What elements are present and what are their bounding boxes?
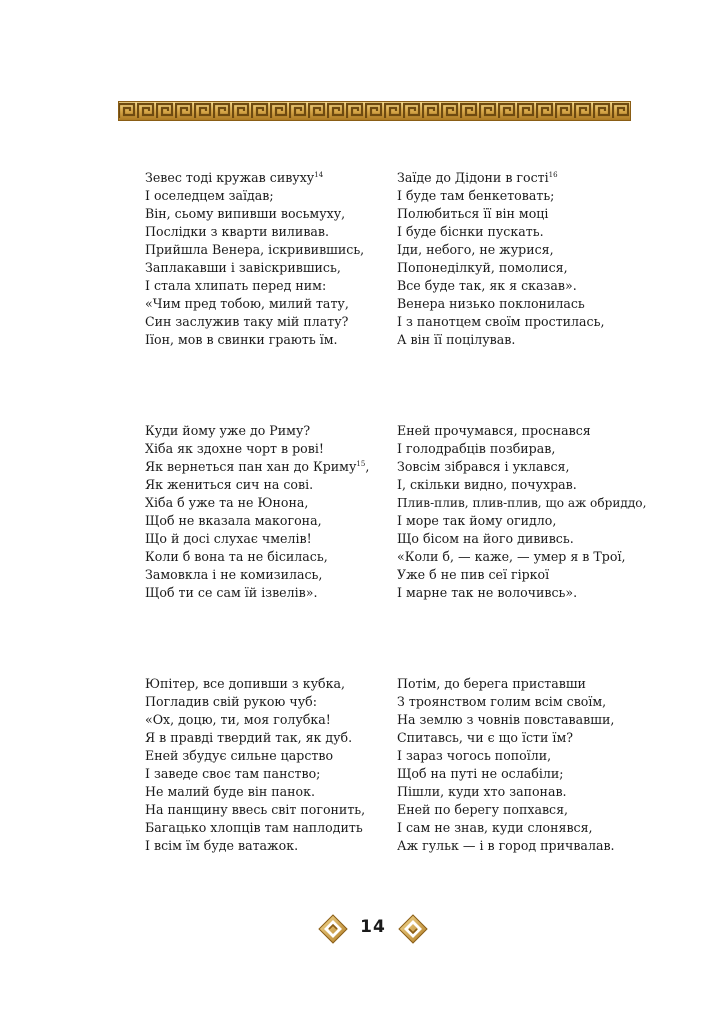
verse-line: Щоб на путі не ослабіли; xyxy=(397,766,564,782)
verse-line: А він її поцілував. xyxy=(397,332,516,348)
verse-line: Замовкла і не комизилась, xyxy=(145,567,323,583)
verse-line: «Коли б, — каже, — умер я в Трої, xyxy=(397,549,626,565)
verse-line: Іїон, мов в свинки грають їм. xyxy=(145,332,338,348)
verse-line: І буде там бенкетовать; xyxy=(397,188,555,204)
verse-line: І, скільки видно, почухрав. xyxy=(397,477,577,493)
verse-line: І зараз чогось попоїли, xyxy=(397,748,552,764)
verse-line: І море так йому огидло, xyxy=(397,513,557,529)
stanza-2 xyxy=(397,169,604,349)
verse-line: Іди, небого, не журися, xyxy=(397,242,554,258)
footnote-ref: 14 xyxy=(314,171,324,179)
verse-line: Щоб не вказала макогона, xyxy=(145,513,322,529)
verse-line: Зевес тоді кружав сивуху$^{14}$ xyxy=(145,170,324,185)
verse-line: Я в правді твердий так, як дуб. xyxy=(145,730,353,746)
verse-line: Прийшла Венера, іскривившись, xyxy=(145,242,365,258)
verse-line: Син заслужив таку мій плату? xyxy=(145,314,349,330)
verse-line: Полюбиться її він моці xyxy=(397,206,549,222)
verse-line: Як вернеться пан хан до Криму$^{15}$, xyxy=(145,459,370,475)
verse-line: На землю з човнів повстававши, xyxy=(397,712,615,728)
stanza-5 xyxy=(145,675,365,855)
verse-line: З троянством голим всім своїм, xyxy=(397,694,607,710)
verse-line: Коли б вона та не бісилась, xyxy=(145,549,328,565)
verse-line: Зовсім зібрався і уклався, xyxy=(397,459,570,475)
verse-line: І оселедцем зaїдав; xyxy=(145,188,274,204)
verse-line: Багацько хлопців там наплодить xyxy=(145,820,363,836)
verse-line: Заплакавши і завіскрившись, xyxy=(145,260,341,276)
stanza-6 xyxy=(397,675,615,855)
verse-line: Що й досі слухає чмелів! xyxy=(145,531,312,547)
verse-line: Пішли, куди хто запонав. xyxy=(397,784,567,800)
verse-line: Хіба б уже та не Юнона, xyxy=(145,495,309,511)
verse-line: Він, сьому випивши восьмуху, xyxy=(145,206,346,222)
page-footer xyxy=(0,914,715,944)
verse-line: І голодрабців позбирав, xyxy=(397,441,556,457)
verse-line: Попонеділкуй, помолися, xyxy=(397,260,568,276)
verse-line: Куди йому уже до Риму? xyxy=(145,423,311,438)
stanza-4 xyxy=(397,422,646,602)
golden-meander-diamond-icon xyxy=(398,914,428,944)
verse-line: Спитавсь, чи є що їсти їм? xyxy=(397,730,573,746)
footnote-ref: 16 xyxy=(548,171,558,179)
verse-line: Погладив свій рукою чуб: xyxy=(145,694,317,710)
verse-line: Як жениться сич на сові. xyxy=(145,477,314,493)
verse-line: І заведе своє там панство; xyxy=(145,766,321,782)
verse-line: Плив-плив, плив-плив, що аж обриддо, xyxy=(397,496,647,511)
footnote-ref: 15 xyxy=(356,460,366,469)
stanza-3 xyxy=(145,422,369,602)
verse-line: На панщину ввесь світ погонить, xyxy=(145,802,366,818)
verse-line: І стала хлипать перед ним: xyxy=(145,278,327,294)
verse-line: І всім їм буде ватажок. xyxy=(145,838,299,854)
verse-line: І буде біснки пускать. xyxy=(397,224,544,240)
verse-line: Що бісом на його дививсь. xyxy=(397,531,574,547)
verse-line: Еней збудує сильне царство xyxy=(145,748,334,764)
verse-line: Щоб ти се сам їй ізвелів». xyxy=(145,585,318,601)
verse-line: Юпітер, все допивши з кубка, xyxy=(145,676,345,691)
greek-meander-border xyxy=(118,101,631,121)
verse-line: «Чим пред тобою, милий тату, xyxy=(145,296,349,312)
verse-line: Послідки з кварти виливав. xyxy=(145,224,330,240)
stanza-1 xyxy=(145,169,364,349)
verse-line: Венера низько поклонилась xyxy=(397,296,585,312)
verse-line: І з панотцем своїм простилась, xyxy=(397,314,605,330)
verse-line: Аж гульк — і в город причвалав. xyxy=(397,838,615,854)
verse-line: І марне так не волочивсь». xyxy=(397,585,578,601)
verse-line: Заїде до Дідони в гості$^{16}$ xyxy=(397,170,558,185)
verse-line: І сам не знав, куди слонявся, xyxy=(397,820,593,836)
verse-line: Потім, до берега приставши xyxy=(397,676,586,691)
verse-line: Уже б не пив сеї гіркої xyxy=(397,567,550,583)
golden-meander-diamond-icon xyxy=(318,914,348,944)
verse-line: «Ох, доцю, ти, моя голубка! xyxy=(145,712,331,728)
verse-line: Все буде так, як я сказав». xyxy=(397,278,577,294)
verse-line: Хіба як здохне чорт в рові! xyxy=(145,441,324,457)
verse-line: Не малий буде він панок. xyxy=(145,784,316,800)
verse-line: Еней прочумався, проснався xyxy=(397,423,591,438)
page-number: 14 xyxy=(360,917,386,937)
verse-line: Еней по берегу попхався, xyxy=(397,802,569,818)
